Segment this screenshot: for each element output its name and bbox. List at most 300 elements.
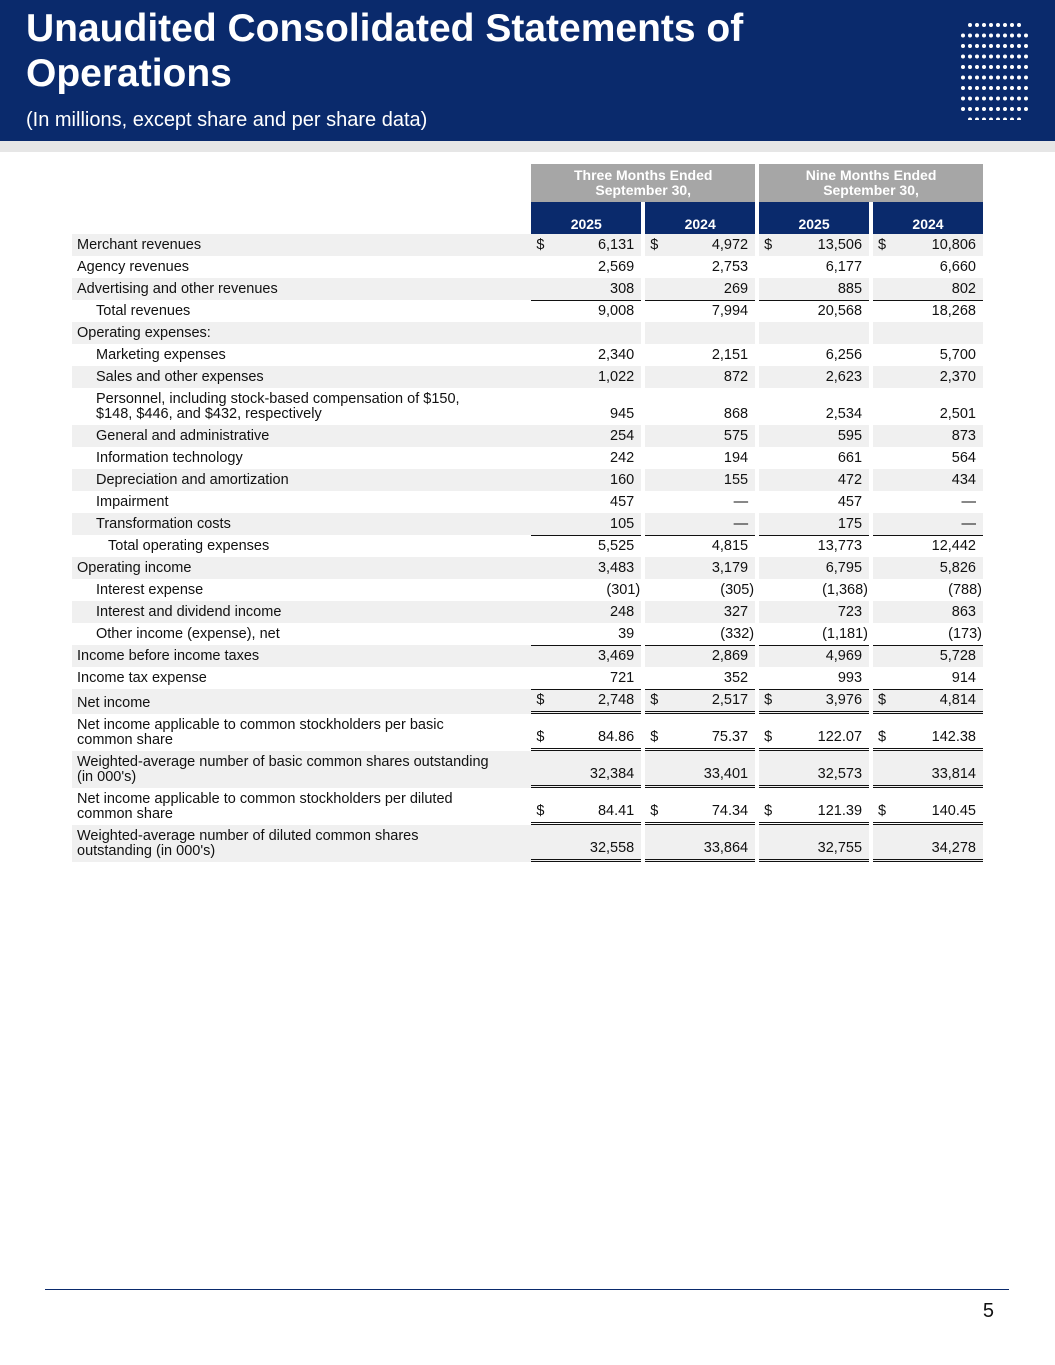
decoration-dot (968, 34, 972, 38)
currency-symbol: $ (878, 803, 887, 819)
value-number: 945 (610, 406, 635, 422)
decoration-dot (968, 44, 972, 48)
value-number: 723 (837, 604, 863, 620)
value-cell (645, 825, 755, 862)
value-cell (531, 278, 641, 300)
table-row (72, 344, 983, 366)
decoration-dot (1010, 118, 1014, 121)
decoration-dot (1010, 23, 1014, 27)
value-cell (645, 388, 755, 425)
value-cell (531, 667, 641, 689)
value-cell (759, 667, 869, 689)
value-cell (531, 344, 641, 366)
value-number: 13,773 (817, 538, 863, 554)
row-label: Net income applicable to common stockholders per diluted common share (77, 791, 453, 822)
currency-symbol: $ (650, 803, 659, 819)
value-number: 2,534 (825, 406, 863, 422)
value-cell (531, 388, 641, 425)
value-number: 9,008 (597, 303, 635, 319)
table-row (72, 491, 983, 513)
table-row (72, 557, 983, 579)
value-cell (759, 425, 869, 447)
decoration-dot (982, 44, 986, 48)
table-row (72, 751, 983, 788)
header-blank (72, 164, 531, 202)
value-cell (531, 557, 641, 579)
decoration-dot (975, 34, 979, 38)
year-header: 2025 (759, 202, 869, 234)
value-number: 2,623 (825, 369, 863, 385)
value-number: 564 (951, 450, 976, 466)
value-cell (645, 300, 755, 322)
decoration-dot (961, 34, 965, 38)
row-label: Other income (expense), net (96, 626, 280, 642)
decoration-dot (989, 65, 993, 69)
value-number: 6,795 (825, 560, 863, 576)
decoration-dot (961, 55, 965, 59)
decoration-dot (1024, 55, 1028, 59)
value-cell (531, 714, 641, 751)
value-cell (759, 322, 869, 344)
value-cell (645, 667, 755, 689)
decoration-dot (982, 76, 986, 80)
decoration-dot (1003, 118, 1007, 121)
group-header-three-months: Three Months Ended September 30, (531, 164, 755, 202)
decoration-dot (961, 97, 965, 101)
value-cell (645, 234, 755, 256)
row-label: Interest and dividend income (72, 601, 531, 623)
decoration-dot (968, 118, 972, 121)
value-number: 6,131 (597, 237, 635, 253)
value-number: 595 (837, 428, 863, 444)
decoration-dot (975, 86, 979, 90)
value-number: 2,151 (711, 347, 749, 363)
decoration-dot (1024, 65, 1028, 69)
value-cell (645, 645, 755, 667)
value-cell (645, 322, 755, 344)
table-row (72, 535, 983, 557)
table-row (72, 623, 983, 645)
value-number: 39 (618, 626, 635, 642)
row-label: Depreciation and amortization (72, 469, 531, 491)
value-number: 2,370 (939, 369, 976, 385)
table-row (72, 788, 983, 825)
table-row (72, 300, 983, 322)
page-subtitle: (In millions, except share and per share data) (26, 109, 428, 131)
row-label: Weighted-average number of basic common shares outstanding (in 000's) (72, 751, 531, 788)
decoration-dot (975, 55, 979, 59)
value-number: 12,442 (931, 538, 976, 554)
table-body (72, 234, 983, 862)
value-cell (759, 447, 869, 469)
decoration-dot (996, 65, 1000, 69)
value-cell (531, 788, 641, 825)
decoration-dot (982, 34, 986, 38)
decoration-dot (968, 55, 972, 59)
table-row (72, 447, 983, 469)
value-cell (531, 469, 641, 491)
decoration-dot (996, 55, 1000, 59)
decoration-dot (968, 97, 972, 101)
value-cell (759, 557, 869, 579)
decoration-dot (1003, 86, 1007, 90)
value-cell (759, 256, 869, 278)
value-cell (645, 714, 755, 751)
row-label: Information technology (96, 450, 243, 466)
value-cell (531, 300, 641, 322)
value-number: 4,969 (825, 648, 863, 664)
value-number: 914 (951, 670, 976, 686)
value-cell (531, 322, 641, 344)
value-number: 885 (837, 281, 863, 297)
table-row (72, 579, 983, 601)
currency-symbol: $ (764, 729, 773, 745)
value-number: 575 (723, 428, 749, 444)
value-number: 33,864 (703, 840, 749, 856)
decoration-dot (989, 97, 993, 101)
value-cell (759, 491, 869, 513)
currency-symbol: $ (878, 237, 887, 253)
value-cell (759, 234, 869, 256)
value-number: 2,869 (711, 648, 749, 664)
value-cell (759, 513, 869, 535)
decoration-dot (1017, 34, 1021, 38)
decoration-dot (982, 97, 986, 101)
value-number: 4,972 (711, 237, 749, 253)
value-cell (759, 535, 869, 557)
row-label: Impairment (96, 494, 169, 510)
value-cell (645, 278, 755, 300)
value-cell (873, 300, 983, 322)
decoration-dot (989, 34, 993, 38)
value-cell (531, 579, 641, 601)
decoration-dot (996, 86, 1000, 90)
decoration-dot (975, 44, 979, 48)
table-row (72, 256, 983, 278)
currency-symbol: $ (764, 237, 773, 253)
value-number: 2,340 (597, 347, 635, 363)
decoration-dot (989, 23, 993, 27)
value-cell (873, 714, 983, 751)
row-label: Sales and other expenses (72, 366, 531, 388)
value-number: 457 (837, 494, 863, 510)
value-number: — (961, 494, 976, 510)
decoration-dot (968, 76, 972, 80)
value-number: 84.41 (597, 803, 635, 819)
value-cell (873, 645, 983, 667)
value-cell (759, 469, 869, 491)
value-cell (873, 366, 983, 388)
value-number: — (961, 516, 976, 532)
decoration-dot (989, 55, 993, 59)
value-number: 75.37 (711, 729, 749, 745)
value-number: 4,814 (939, 692, 976, 708)
decoration-dot (996, 118, 1000, 121)
decoration-dot (1010, 76, 1014, 80)
value-number: 160 (610, 472, 635, 488)
decoration-dot (1017, 76, 1021, 80)
decoration-dot (1024, 97, 1028, 101)
decoration-dot (968, 107, 972, 111)
value-number: 105 (610, 516, 635, 532)
value-number: 2,748 (597, 692, 635, 708)
value-number: 802 (951, 281, 976, 297)
value-cell (873, 278, 983, 300)
value-number: 434 (951, 472, 976, 488)
value-number: 6,660 (939, 259, 976, 275)
footer-divider (45, 1289, 1009, 1290)
decoration-dot (982, 23, 986, 27)
value-number: 5,525 (597, 538, 635, 554)
header-banner (0, 0, 1055, 141)
row-label: General and administrative (72, 425, 531, 447)
value-cell (759, 689, 869, 714)
currency-symbol: $ (764, 803, 773, 819)
value-number: 3,469 (597, 648, 635, 664)
currency-symbol: $ (536, 692, 545, 708)
row-label: Net income (72, 689, 531, 714)
table-row (72, 234, 983, 256)
value-cell (531, 535, 641, 557)
decoration-dot (975, 76, 979, 80)
value-cell (531, 689, 641, 714)
decoration-dot (1024, 44, 1028, 48)
group-header-nine-months: Nine Months Ended September 30, (759, 164, 983, 202)
value-cell (873, 322, 983, 344)
decoration-dot (1003, 65, 1007, 69)
value-cell (645, 751, 755, 788)
value-cell (873, 667, 983, 689)
year-header: 2025 (531, 202, 641, 234)
row-label: Transformation costs (72, 513, 531, 535)
value-cell (873, 579, 983, 601)
value-cell (759, 714, 869, 751)
value-number: 10,806 (931, 237, 976, 253)
value-cell (873, 425, 983, 447)
table-row (72, 322, 983, 344)
value-cell (759, 623, 869, 645)
value-number: 3,179 (711, 560, 749, 576)
value-cell (759, 388, 869, 425)
value-cell (759, 300, 869, 322)
currency-symbol: $ (536, 803, 545, 819)
dot-grid-decoration (960, 22, 1030, 120)
row-label: Interest expense (96, 582, 204, 598)
value-number: 242 (610, 450, 635, 466)
value-cell (531, 234, 641, 256)
decoration-dot (975, 97, 979, 101)
value-number: 4,815 (711, 538, 749, 554)
decoration-dot (989, 107, 993, 111)
value-cell (759, 825, 869, 862)
row-label: Marketing expenses (96, 347, 226, 363)
decoration-dot (1010, 65, 1014, 69)
value-number: 327 (723, 604, 749, 620)
decoration-dot (1010, 97, 1014, 101)
table-row (72, 513, 983, 535)
year-header: 2024 (873, 202, 983, 234)
value-number: 121.39 (817, 803, 863, 819)
value-number: 308 (610, 281, 635, 297)
decoration-dot (996, 23, 1000, 27)
row-label: Agency revenues (77, 259, 190, 275)
page-number: 5 (982, 1300, 994, 1322)
value-cell (645, 344, 755, 366)
value-cell (645, 788, 755, 825)
value-number: 32,573 (817, 766, 863, 782)
currency-symbol: $ (650, 237, 659, 253)
value-cell (531, 425, 641, 447)
value-cell (873, 344, 983, 366)
value-number: 175 (837, 516, 863, 532)
decoration-dot (1017, 86, 1021, 90)
value-number: 2,569 (597, 259, 635, 275)
value-number: 457 (610, 494, 635, 510)
decoration-dot (961, 65, 965, 69)
value-cell (759, 344, 869, 366)
row-label: Total operating expenses (108, 538, 270, 554)
row-label: Weighted-average number of diluted common shares outstanding (in 000's) (72, 825, 531, 862)
value-cell (873, 234, 983, 256)
decoration-dot (982, 118, 986, 121)
decoration-dot (968, 65, 972, 69)
decoration-dot (996, 34, 1000, 38)
value-number: 721 (610, 670, 635, 686)
value-cell (645, 425, 755, 447)
table-row (72, 601, 983, 623)
value-number: 32,558 (589, 840, 635, 856)
value-cell (531, 825, 641, 862)
decoration-dot (982, 55, 986, 59)
value-number: 3,483 (597, 560, 635, 576)
decoration-dot (1024, 86, 1028, 90)
value-number: 2,517 (711, 692, 749, 708)
value-number: (1,368) (822, 582, 869, 598)
decoration-dot (1003, 34, 1007, 38)
value-cell (759, 366, 869, 388)
decoration-dot (1003, 55, 1007, 59)
value-cell (645, 491, 755, 513)
value-number: — (733, 494, 749, 510)
decoration-dot (1010, 34, 1014, 38)
decoration-dot (1017, 107, 1021, 111)
currency-symbol: $ (650, 692, 659, 708)
table-row (72, 667, 983, 689)
value-cell (873, 623, 983, 645)
value-cell (759, 278, 869, 300)
row-label: Net income applicable to common stockholders per basic common share (77, 717, 444, 748)
table-row (72, 388, 983, 425)
table-row (72, 469, 983, 491)
decoration-dot (1024, 34, 1028, 38)
row-label: Operating expenses: (72, 322, 531, 344)
value-cell (645, 513, 755, 535)
value-cell (645, 256, 755, 278)
value-number: 868 (723, 406, 749, 422)
value-number: 13,506 (817, 237, 863, 253)
decoration-dot (1010, 44, 1014, 48)
value-number: (788) (948, 582, 982, 598)
table-row (72, 366, 983, 388)
decoration-dot (1024, 76, 1028, 80)
value-number: 142.38 (931, 729, 976, 745)
value-number: 33,814 (931, 766, 976, 782)
value-number: (1,181) (822, 626, 869, 642)
row-label: Income tax expense (77, 670, 207, 686)
currency-symbol: $ (536, 237, 545, 253)
value-number: 140.45 (931, 803, 976, 819)
value-cell (531, 366, 641, 388)
currency-symbol: $ (536, 729, 545, 745)
value-number: 5,826 (939, 560, 976, 576)
value-cell (531, 447, 641, 469)
value-cell (645, 601, 755, 623)
decoration-dot (1003, 44, 1007, 48)
decoration-dot (961, 107, 965, 111)
decoration-dot (1010, 86, 1014, 90)
decoration-dot (1003, 23, 1007, 27)
decoration-dot (961, 76, 965, 80)
value-number: 352 (723, 670, 749, 686)
decoration-dot (982, 107, 986, 111)
year-header: 2024 (645, 202, 755, 234)
decoration-dot (1003, 107, 1007, 111)
value-cell (759, 601, 869, 623)
decoration-dot (1003, 76, 1007, 80)
value-cell (873, 388, 983, 425)
value-number: 993 (837, 670, 863, 686)
value-number: 873 (951, 428, 976, 444)
value-cell (645, 557, 755, 579)
value-cell (873, 601, 983, 623)
value-number: 2,501 (939, 406, 976, 422)
value-cell (759, 579, 869, 601)
table-row (72, 645, 983, 667)
value-number: 155 (723, 472, 749, 488)
value-number: 32,384 (589, 766, 635, 782)
decoration-dot (1017, 55, 1021, 59)
value-cell (873, 557, 983, 579)
value-number: 18,268 (931, 303, 976, 319)
value-cell (759, 645, 869, 667)
value-cell (645, 579, 755, 601)
value-number: 32,755 (817, 840, 863, 856)
decoration-dot (968, 86, 972, 90)
decoration-dot (996, 76, 1000, 80)
value-number: 5,700 (939, 347, 976, 363)
value-cell (531, 491, 641, 513)
value-cell (645, 447, 755, 469)
value-number: 20,568 (817, 303, 863, 319)
value-number: 269 (723, 281, 749, 297)
table-row (72, 825, 983, 862)
decoration-dot (996, 44, 1000, 48)
row-label: Personnel, including stock-based compensation of $150, $148, $446, and $432, respectively (96, 391, 460, 422)
row-label: Total revenues (96, 303, 191, 319)
banner-underline (0, 141, 1055, 152)
value-number: 2,753 (711, 259, 749, 275)
decoration-dot (982, 65, 986, 69)
value-cell (531, 751, 641, 788)
value-number: 472 (837, 472, 863, 488)
value-number: 34,278 (931, 840, 976, 856)
decoration-dot (1017, 65, 1021, 69)
value-number: 6,177 (825, 259, 863, 275)
value-cell (873, 788, 983, 825)
value-number: (301) (606, 582, 641, 598)
value-cell (873, 256, 983, 278)
decoration-dot (989, 118, 993, 121)
